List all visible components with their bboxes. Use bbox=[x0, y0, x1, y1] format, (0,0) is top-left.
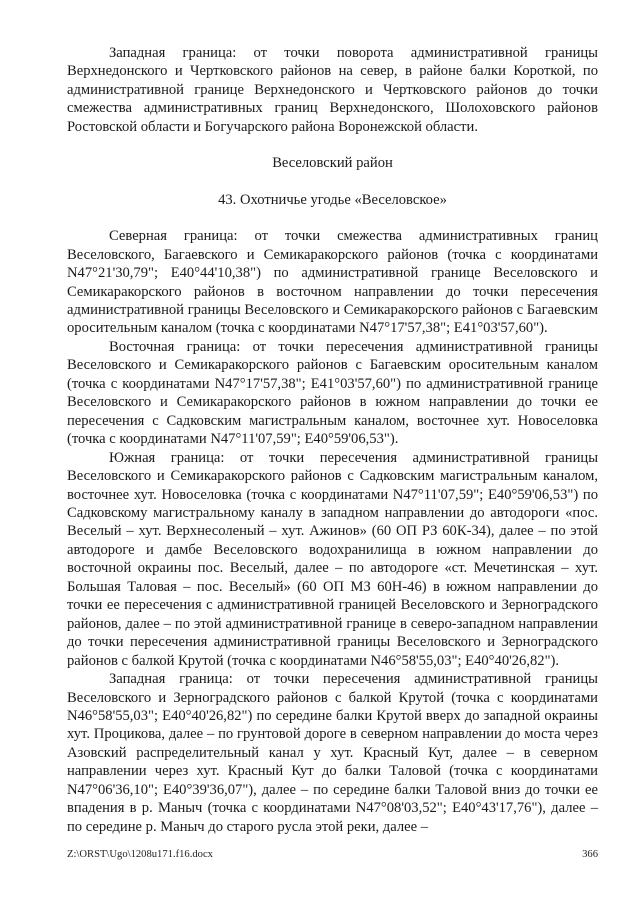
district-heading: Веселовский район bbox=[272, 155, 393, 172]
page-number: 366 bbox=[582, 849, 598, 860]
west-border-paragraph: Западная граница: от точки пересечения административной границы Веселовского и Зерноградского районов с балкой Крутой (точка с координатами N46°58'55,03"; E40°40'26,82") по середине балки Крутой вверх до западной окраины хут. Процикова, далее – по грунтовой дороге в северном направлении до моста через Азовский распределительный канал у хут. Красный Кут, далее – в северном направлении через хут. Красный Кут до балки Таловой (точка с координатами N47°06'36,10"; E40°39'36,07"), далее – по середине балки Таловой вниз до точки ее впадения в р. Маныч (точка с координатами N47°08'03,52"; E40°43'17,76"), далее – по середине р. Маныч до старого русла этой реки, далее – bbox=[67, 671, 598, 835]
footer-file-path: Z:\ORST\Ugo\1208u171.f16.docx bbox=[67, 849, 213, 860]
section-title: 43. Охотничье угодье «Веселовское» bbox=[218, 191, 447, 208]
north-border-paragraph: Северная граница: от точки смежества административных границ Веселовского, Багаевского и Семикаракорского районов (точка с координатами N47°21'30,79"; E40°44'10,38") по административной границе Веселовского и Семикаракорского районов в восточном направлении до точки пересечения административной границы Веселовского и Семикаракорского районов с Багаевским оросительным каналом (точка с координатами N47°17'57,38"; E41°03'57,60"). bbox=[67, 228, 598, 337]
document-page bbox=[67, 44, 598, 836]
east-border-paragraph: Восточная граница: от точки пересечения административной границы Веселовского и Семикаракорского районов с Багаевским оросительным каналом (точка с координатами N47°17'57,38"; E41°03'57,60") по административной границе Веселовского и Семикаракорского районов в южном направлении до точки ее пересечения с Садковским магистральным каналом, восточнее хут. Новоселовка (точка с координатами N47°11'07,59"; E40°59'06,53"). bbox=[67, 338, 598, 448]
south-border-paragraph: Южная граница: от точки пересечения административной границы Веселовского и Семикаракорского районов с Садковским магистральным каналом, восточнее хут. Новоселовка (точка с координатами N47°11'07,59"; E40°59'06,53") по Садковскому магистральному каналу в западном направлении до автодороги «пос. Веселый – хут. Верхнесоленый – хут. Ажинов» (60 ОП РЗ 60К-34), далее – по этой автодороге и дамбе Веселовского водохранилища в южном направлении до восточной окраины пос. Веселый, далее – по автодороге «ст. Мечетинская – хут. Большая Таловая – пос. Веселый» (60 ОП МЗ 60Н-46) в южном направлении до точки ее пересечения с административной границей Веселовского и Зерноградского районов, далее – по этой административной границе в северо-западном направлении до точки пересечения административной границы Веселовского и Зерноградского районов с балкой Крутой (точка с координатами N46°58'55,03"; E40°40'26,82"). bbox=[67, 449, 598, 669]
intro-paragraph: Западная граница: от точки поворота административной границы Верхнедонского и Чертковского районов на север, в районе балки Короткой, по административной границе Верхнедонского и Чертковского районов до точки смежества административных границ Верхнедонского, Шолоховского районов Ростовской области и Богучарского района Воронежской области. bbox=[67, 45, 598, 135]
